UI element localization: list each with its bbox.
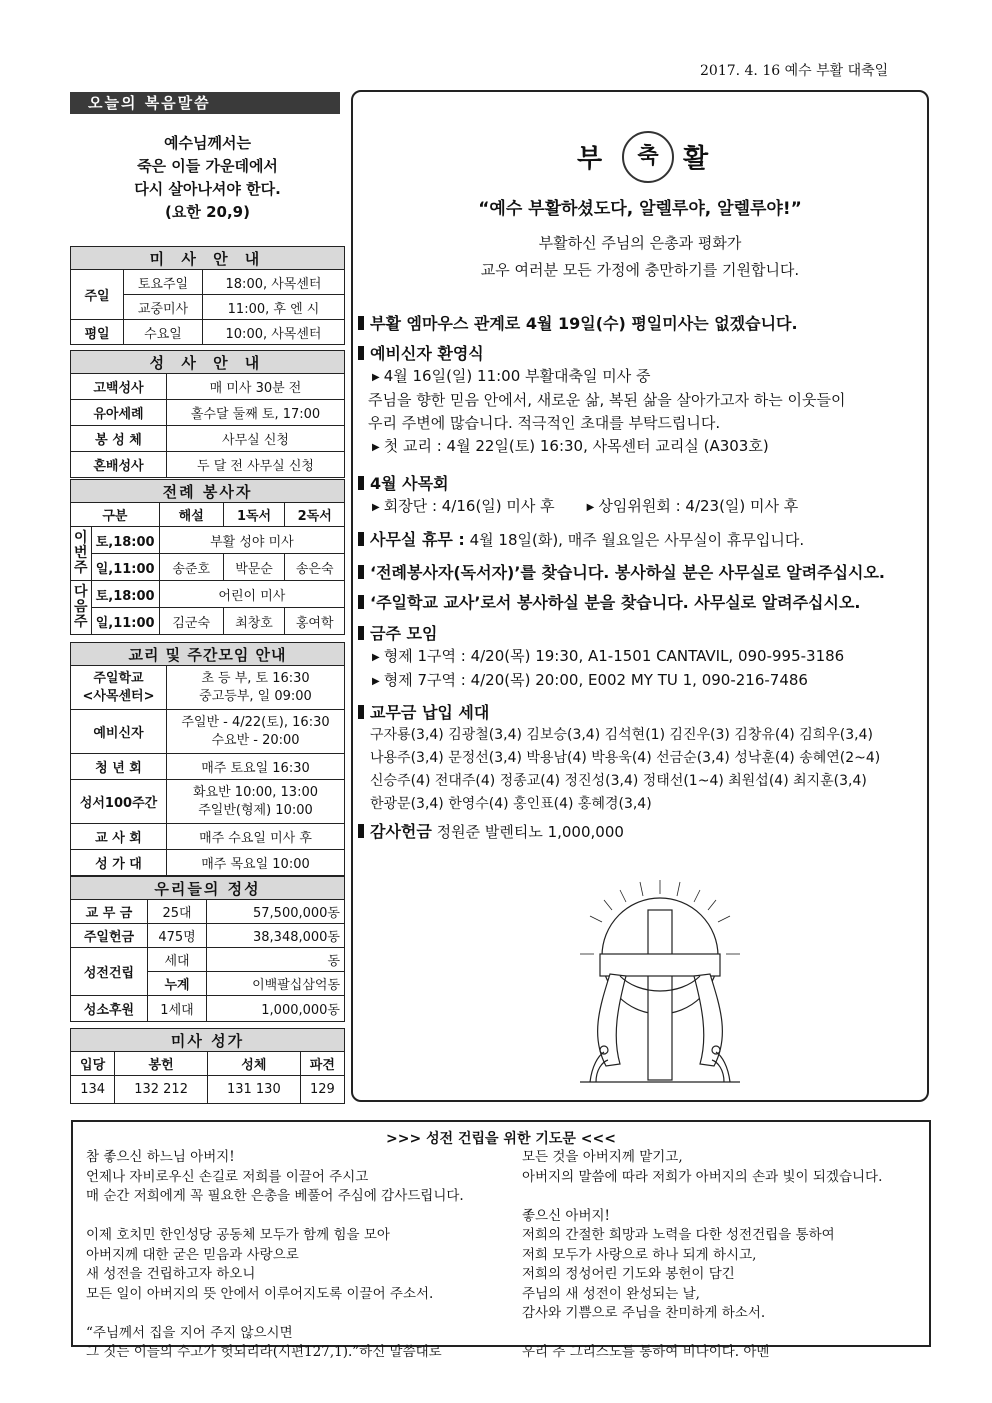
notice-heading: 예비신자 환영식: [358, 342, 928, 365]
meeting-name: 주일학교 <사목센터>: [71, 666, 167, 710]
meeting-detail: 초 등 부, 토 16:30 중고등부, 일 09:00: [167, 666, 345, 710]
title-char: 활: [683, 144, 739, 174]
prayer-line: 언제나 자비로우신 손길로 저희를 이끌어 주시고: [86, 1168, 369, 1185]
meeting-name: 성서100주간: [71, 780, 167, 824]
notice-office-closed: [358, 528, 928, 552]
meeting-detail: 매주 토요일 16:30: [167, 754, 345, 780]
notice-line: 첫 교리 : 4월 22일(토) 16:30, 사목센터 교리실 (A303호): [383, 437, 769, 455]
notice-line: 형제 7구역 : 4/20(목) 20:00, E002 MY TU 1, 090-216-7486: [383, 671, 808, 689]
gospel-line: 예수님께서는: [164, 134, 251, 152]
server-name: 홍여학: [285, 608, 345, 635]
offering-title: 우리들의 정성: [71, 877, 345, 900]
prayer-line: [522, 1187, 882, 1207]
prayer-line: 좋으신 아버지!: [522, 1207, 610, 1224]
notice-heading: 교무금 납입 세대: [358, 701, 928, 724]
mass-slot: 토,18:00: [91, 527, 159, 554]
prayer-line: 매 순간 저희에게 꼭 필요한 은총을 베풀어 주심에 감사드립니다.: [86, 1188, 464, 1204]
offering-count: 25대: [148, 900, 207, 924]
mass-time: 18:00, 사목센터: [203, 270, 345, 295]
sacrament-name: 유아세례: [71, 400, 167, 426]
meeting-detail: 주일반 - 4/22(토), 16:30 수요반 - 20:00: [167, 710, 345, 754]
notice-heading: ‘전례봉사자(독서자)’를 찾습니다. 봉사하실 분은 사무실로 알려주십시오.: [358, 561, 928, 584]
hymn-number: 134: [71, 1076, 115, 1104]
mass-type: 교중미사: [124, 295, 203, 320]
notice-thanksgiving: [358, 820, 928, 844]
offering-count: 누계: [148, 972, 207, 996]
offering-count: 1세대: [148, 996, 207, 1022]
gospel-heading: 오늘의 복음말씀: [70, 92, 340, 114]
server-name: 송은숙: [285, 554, 345, 581]
easter-cross-icon: [560, 876, 760, 1088]
prayer-line: 아버지의 말씀에 따라 저희가 아버지의 손과 빛이 되겠습니다.: [522, 1168, 883, 1185]
mass-slot: 일,11:00: [91, 608, 159, 635]
hymns-table: [70, 1028, 345, 1104]
prayer-line: 저희 모두가 사랑으로 하나 되게 하시고,: [522, 1246, 757, 1263]
next-week-label: 다음주: [71, 581, 92, 635]
bullet-icon: ▶: [586, 502, 595, 513]
offering-amount: 1,000,000동: [207, 996, 345, 1022]
greeting-line: 교우 여러분 모든 가정에 충만하기를 기원합니다.: [480, 261, 800, 279]
celebration-seal-icon: 축: [622, 131, 674, 183]
building-label: 성전건립: [71, 948, 148, 996]
mass-slot: 토,18:00: [91, 581, 159, 608]
server-name: 최창호: [223, 608, 285, 635]
title-char: 부: [577, 144, 633, 174]
hymn-header: 입당: [71, 1052, 115, 1076]
household-line: 구자룡(3,4) 김광철(3,4) 김보승(3,4) 김석현(1) 김진우(3) 김창유(4) 김희우(3,4): [370, 727, 873, 743]
notice-teachers-wanted: [358, 591, 928, 614]
server-note: 어린이 미사: [159, 581, 344, 608]
prayer-line: 아버지께 대한 굳은 믿음과 사랑으로: [86, 1246, 299, 1263]
prayer-line: [86, 1207, 464, 1227]
gospel-line: 죽은 이들 가운데에서: [137, 157, 278, 175]
meetings-title: 교리 및 주간모임 안내: [71, 643, 345, 666]
prayer-line: 우리 주 그리스도를 통하여 비나이다. 아멘: [522, 1344, 770, 1360]
meeting-name: 청 년 회: [71, 754, 167, 780]
prayer-line: 모든 것을 아버지께 맡기고,: [522, 1149, 683, 1165]
prayer-line: 주님의 새 성전이 완성되는 날,: [522, 1285, 700, 1302]
sacrament-table: [70, 350, 345, 478]
offering-name: 성소후원: [71, 996, 148, 1022]
household-line: 한광문(3,4) 한영수(4) 홍인표(4) 홍혜경(3,4): [370, 796, 652, 812]
notice-heading: 감사헌금: [358, 822, 432, 841]
gospel-line: 다시 살아나셔야 한다.: [134, 180, 281, 198]
notice-heading: 사무실 휴무 :: [358, 530, 465, 549]
notice-dues-households: [358, 701, 928, 816]
bullet-icon: ▶: [372, 442, 380, 453]
prayer-line: 감사와 기쁨으로 주님을 찬미하게 하소서.: [522, 1305, 766, 1321]
offering-amount: 38,348,000동: [207, 924, 345, 948]
sacrament-detail: 두 달 전 사무실 신청: [167, 452, 345, 478]
meeting-name: 예비신자: [71, 710, 167, 754]
prayer-line: 저희의 정성어린 기도와 봉헌이 담긴: [522, 1266, 735, 1282]
greeting-line: 부활하신 주님의 은총과 평화가: [538, 234, 742, 252]
bullet-icon: ▶: [372, 652, 380, 663]
hymn-number: 131 130: [207, 1076, 300, 1104]
meeting-detail: 화요반 10:00, 13:00 주일반(형제) 10:00: [167, 780, 345, 824]
server-name: 김군숙: [159, 608, 223, 635]
sacrament-name: 고백성사: [71, 374, 167, 400]
prayer-line: 참 좋으신 하느님 아버지!: [86, 1149, 235, 1165]
bulletin-date: 2017. 4. 16 예수 부활 대축일: [700, 63, 889, 79]
notice-pastoral-council: [358, 472, 928, 519]
notice-readers-wanted: [358, 561, 928, 584]
servers-header: 해설: [159, 503, 223, 527]
easter-quote: “예수 부활하셨도다, 알렐루야, 알렐루야!”: [478, 199, 802, 219]
notice-line: 4월 18일(화), 매주 월요일은 사무실이 휴무입니다.: [469, 531, 805, 549]
mass-slot: 일,11:00: [91, 554, 159, 581]
servers-title: 전례 봉사자: [71, 480, 345, 503]
prayer-line: 새 성전을 건립하고자 하오니: [86, 1266, 256, 1282]
gospel-verse: [70, 132, 345, 224]
household-line: 신승주(4) 전대주(4) 정종교(4) 정진성(3,4) 정태선(1~4) 최원섭(4) 최지훈(3,4): [370, 773, 867, 789]
hymn-header: 봉헌: [115, 1052, 208, 1076]
prayer-line: “주님께서 집을 지어 주지 않으시면: [86, 1324, 293, 1341]
weekday-label: 평일: [71, 320, 124, 345]
prayer-line: 이제 호치민 한인성당 공동체 모두가 함께 힘을 모아: [86, 1227, 390, 1243]
servers-header: 1독서: [223, 503, 285, 527]
meetings-table: [70, 642, 345, 876]
hymn-number: 129: [300, 1076, 344, 1104]
mass-title: 미 사 안 내: [71, 247, 345, 270]
prayer-line: [522, 1324, 882, 1344]
meeting-detail: 매주 수요일 미사 후: [167, 824, 345, 850]
offering-name: 주일헌금: [71, 924, 148, 948]
notice-line: 형제 1구역 : 4/20(목) 19:30, A1-1501 CANTAVIL, 090-995-3186: [383, 647, 845, 665]
notice-heading: 부활 엠마우스 관계로 4월 19일(수) 평일미사는 없겠습니다.: [358, 312, 928, 335]
offering-amount: 이백팔십삼억동: [207, 972, 345, 996]
notice-line: 상임위원회 : 4/23(일) 미사 후: [598, 497, 799, 515]
sacrament-detail: 홀수달 둘째 토, 17:00: [167, 400, 345, 426]
offering-count: 475명: [148, 924, 207, 948]
offering-amount: 57,500,000동: [207, 900, 345, 924]
notice-line: 4월 16일(일) 11:00 부활대축일 미사 중: [383, 367, 651, 385]
notice-line: 정원준 발렌티노 1,000,000: [436, 823, 624, 841]
prayer-right-column: [522, 1148, 882, 1363]
meeting-detail: 매주 목요일 10:00: [167, 850, 345, 876]
notice-line: 회장단 : 4/16(일) 미사 후: [383, 497, 555, 515]
notice-line: 우리 주변에 많습니다. 적극적인 초대를 부탁드립니다.: [368, 414, 721, 432]
meeting-name: 성 가 대: [71, 850, 167, 876]
bullet-icon: ▶: [372, 372, 380, 383]
offering-count: 세대: [148, 948, 207, 972]
servers-header: 구분: [71, 503, 160, 527]
sacrament-name: 혼배성사: [71, 452, 167, 478]
prayer-line: 저희의 간절한 희망과 노력을 다한 성전건립을 통하여: [522, 1227, 835, 1243]
prayer-left-column: [86, 1148, 464, 1363]
bullet-icon: ▶: [372, 502, 380, 513]
notice-heading: 4월 사목회: [358, 472, 928, 495]
prayer-line: [86, 1304, 464, 1324]
sunday-label: 주일: [71, 270, 124, 320]
notice-weekly-meetings: [358, 622, 928, 693]
prayer-line: 모든 일이 아버지의 뜻 안에서 이루어지도록 이끌어 주소서.: [86, 1285, 434, 1302]
notice-no-weekday-mass: [358, 312, 928, 335]
mass-type: 토요주일: [124, 270, 203, 295]
easter-greeting: [351, 230, 929, 284]
server-name: 박문순: [223, 554, 285, 581]
this-week-label: 이번주: [71, 527, 92, 581]
servers-header: 2독서: [285, 503, 345, 527]
meeting-name: 교 사 회: [71, 824, 167, 850]
sacrament-title: 성 사 안 내: [71, 351, 345, 374]
notice-catechumen-welcome: [358, 342, 928, 459]
prayer-line: 그 짓는 이들의 수고가 헛되리라(시편127,1).”하신 말씀대로: [86, 1344, 442, 1360]
offering-amount: 동: [207, 948, 345, 972]
mass-time: 11:00, 후 엔 시: [203, 295, 345, 320]
bullet-icon: ▶: [372, 676, 380, 687]
mass-time: 10:00, 사목센터: [203, 320, 345, 345]
notice-line: 주님을 향한 믿음 안에서, 새로운 삶, 복된 삶을 살아가고자 하는 이웃들이: [368, 391, 846, 409]
offering-table: [70, 876, 345, 1022]
server-name: 송준호: [159, 554, 223, 581]
sacrament-detail: 매 미사 30분 전: [167, 374, 345, 400]
hymns-title: 미사 성가: [71, 1029, 345, 1052]
hymn-header: 성체: [207, 1052, 300, 1076]
liturgy-servers-table: [70, 479, 345, 635]
sacrament-name: 봉 성 체: [71, 426, 167, 452]
prayer-title: >>> 성전 건립을 위한 기도문 <<<: [386, 1131, 616, 1147]
server-note: 부활 성야 미사: [159, 527, 344, 554]
notice-heading: ‘주일학교 교사’로서 봉사하실 분을 찾습니다. 사무실로 알려주십시오.: [358, 591, 928, 614]
sacrament-detail: 사무실 신청: [167, 426, 345, 452]
mass-schedule-table: [70, 246, 345, 345]
offering-name: 교 무 금: [71, 900, 148, 924]
hymn-header: 파견: [300, 1052, 344, 1076]
gospel-reference: (요한 20,9): [165, 203, 250, 221]
hymn-number: 132 212: [115, 1076, 208, 1104]
household-line: 나용주(3,4) 문정선(3,4) 박용남(4) 박용욱(4) 선금순(3,4) 성낙훈(4) 송혜연(2~4): [370, 750, 881, 766]
mass-type: 수요일: [124, 320, 203, 345]
notice-heading: 금주 모임: [358, 622, 928, 645]
